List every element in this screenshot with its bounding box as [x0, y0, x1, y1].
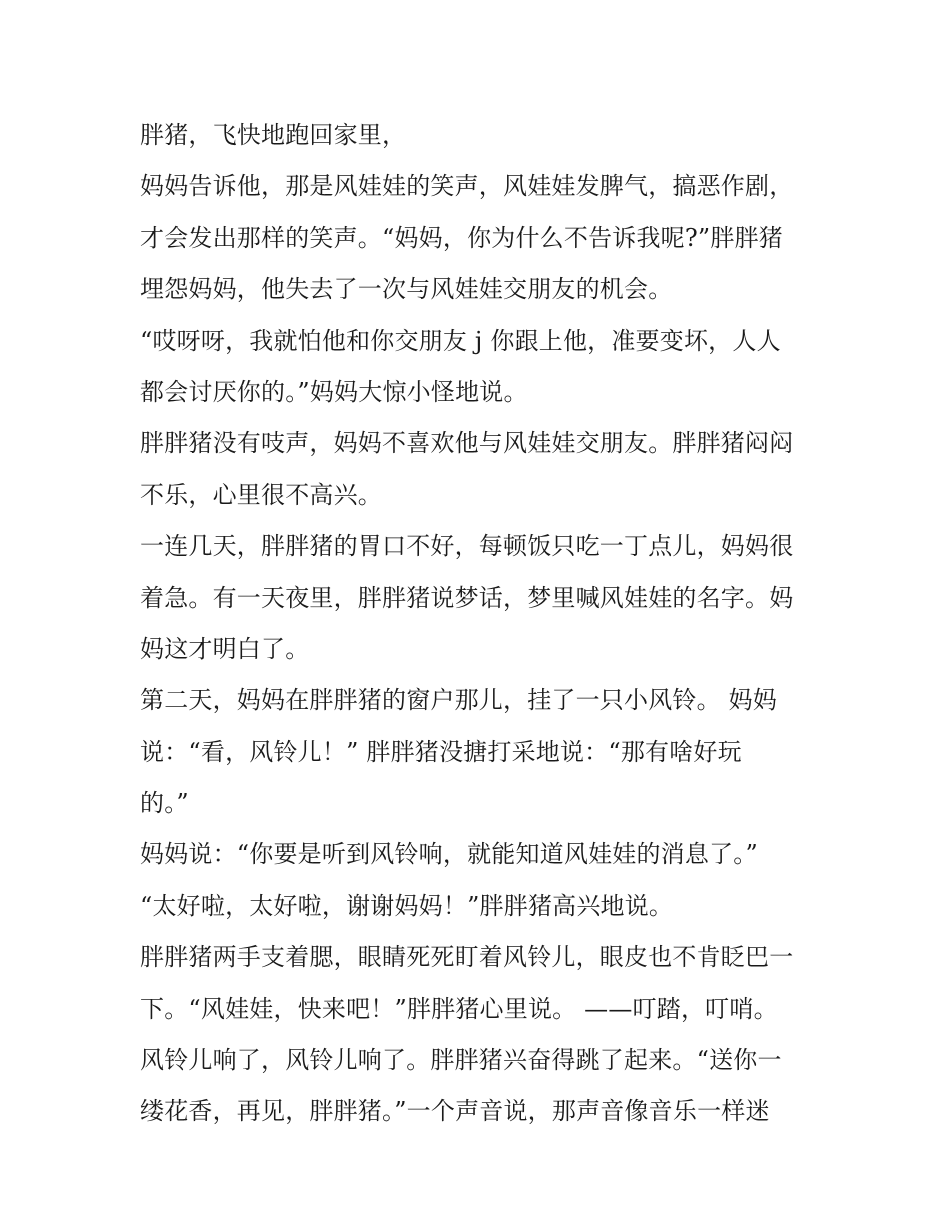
text-line-19: 风铃儿响了，风铃儿响了。胖胖猪兴奋得跳了起来。“送你一	[140, 1046, 782, 1075]
text-line-5: “哎呀呀，我就怕他和你交朋友 j 你跟上他，准要变坏，人人	[140, 326, 781, 355]
text-line-17: 胖胖猪两手支着腮，眼睛死死盯着风铃儿，眼皮也不肯眨巴一	[140, 943, 794, 972]
text-line-9: 一连几天，胖胖猪的胃口不好，每顿饭只吃一丁点儿，妈妈很	[140, 532, 794, 561]
text-line-3: 才会发出那样的笑声。“妈妈，你为什么不告诉我呢?”胖胖猪	[140, 223, 784, 252]
text-line-20: 缕花香，再见，胖胖猪。”一个声音说，那声音像音乐一样迷	[140, 1097, 770, 1126]
text-line-16: “太好啦，太好啦，谢谢妈妈！”胖胖猪高兴地说。	[140, 891, 674, 920]
text-line-7: 胖胖猪没有吱声，妈妈不喜欢他与风娃娃交朋友。胖胖猪闷闷	[140, 429, 794, 458]
text-line-6: 都会讨厌你的。”妈妈大惊小怪地说。	[140, 377, 528, 406]
text-line-1: 胖猪，飞快地跑回家里，	[140, 121, 407, 149]
text-line-14: 的。”	[140, 789, 189, 818]
text-line-4: 埋怨妈妈，他失去了一次与风娃娃交朋友的机会。	[140, 275, 673, 304]
text-line-12: 第二天，妈妈在胖胖猪的窗户那儿，挂了一只小风铃。 妈妈	[140, 686, 778, 715]
text-line-2: 妈妈告诉他，那是风娃娃的笑声，风娃娃发脾气，搞恶作剧，	[140, 172, 794, 201]
text-line-18: 下。“风娃娃，快来吧！”胖胖猪心里说。 ——叮踏，叮哨。	[140, 994, 778, 1023]
text-line-8: 不乐，心里很不高兴。	[140, 480, 382, 509]
text-line-10: 着急。有一天夜里，胖胖猪说梦话，梦里喊风娃娃的名字。妈	[140, 583, 794, 612]
text-line-11: 妈这才明白了。	[140, 634, 310, 663]
story-text-block	[140, 110, 830, 1138]
text-line-13: 说：“看，风铃儿！” 胖胖猪没搪打采地说：“那有啥好玩	[140, 737, 742, 766]
text-line-15: 妈妈说：“你要是听到风铃响，就能知道风娃娃的消息了。”	[140, 840, 758, 869]
